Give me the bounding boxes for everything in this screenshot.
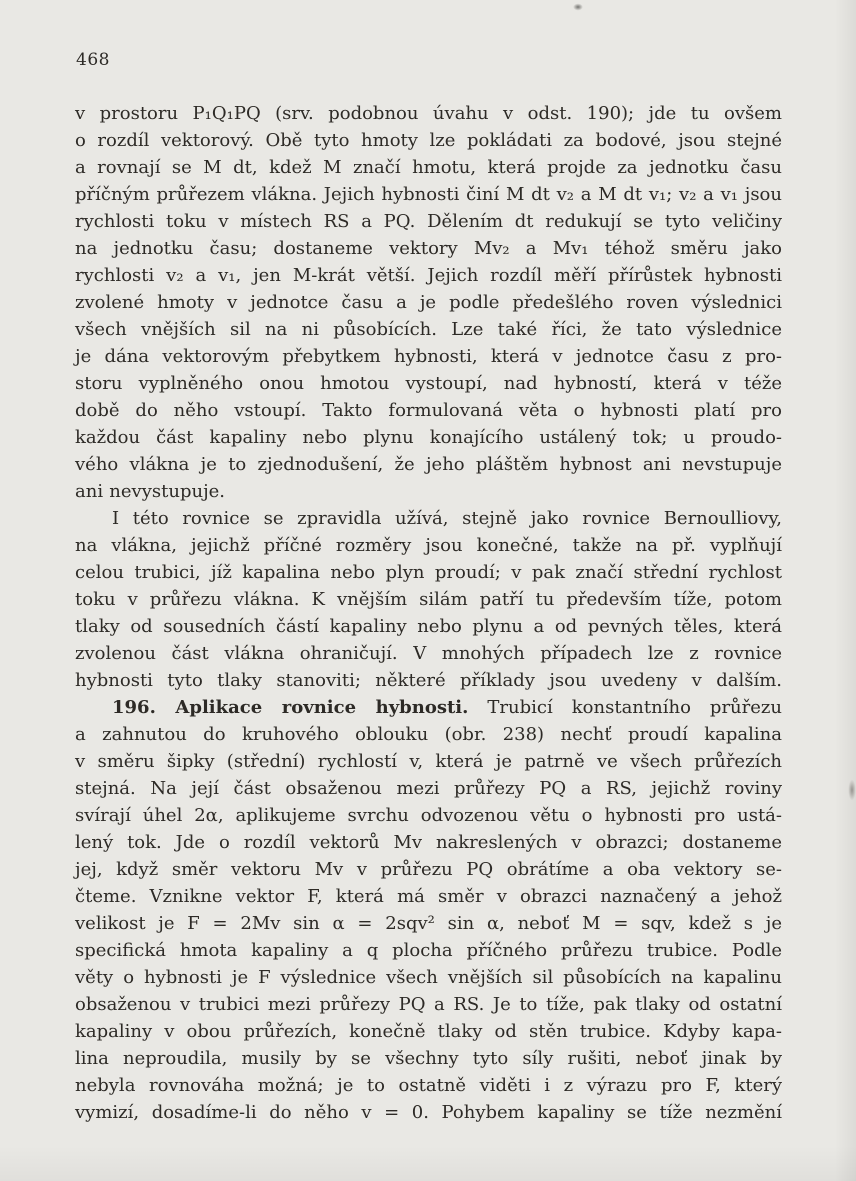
text-line: a rovnají se M dt, kdež M značí hmotu, která projde za jednotku času xyxy=(75,157,782,178)
text-line: kapaliny v obou průřezích, konečně tlaky od stěn trubice. Kdyby kapa- xyxy=(75,1021,782,1042)
text-line: v prostoru P₁Q₁PQ (srv. podobnou úvahu v odst. 190); jde tu ovšem xyxy=(75,103,782,124)
text-line: jej, když směr vektoru Mv v průřezu PQ obrátíme a oba vektory se- xyxy=(75,859,782,880)
text-line: tlaky od sousedních částí kapaliny nebo plynu a od pevných těles, která xyxy=(75,616,782,637)
text-line: příčným průřezem vlákna. Jejich hybnosti činí M dt v₂ a M dt v₁; v₂ a v₁ jsou xyxy=(75,184,782,205)
text-line: věty o hybnosti je F výslednice všech vnějších sil působících na kapalinu xyxy=(75,967,782,988)
text-line: lený tok. Jde o rozdíl vektorů Mv nakreslených v obrazci; dostaneme xyxy=(75,832,782,853)
text-line: hybnosti tyto tlaky stanoviti; některé příklady jsou uvedeny v dalším. xyxy=(75,670,782,691)
text-line: ani nevystupuje. xyxy=(75,481,226,502)
text-line: obsaženou v trubici mezi průřezy PQ a RS. Je to tíže, pak tlaky od ostatní xyxy=(75,994,782,1015)
text-line: zvolenou část vlákna ohraničují. V mnohých případech lze z rovnice xyxy=(75,643,782,664)
text-line: všech vnějších sil na ni působících. Lze také říci, že tato výslednice xyxy=(75,319,782,340)
text-line: rychlosti v₂ a v₁, jen M-krát větší. Jejich rozdíl měří přírůstek hybnosti xyxy=(75,265,782,286)
text-line: vymizí, dosadíme-li do něho v = 0. Pohybem kapaliny se tíže nezmění xyxy=(75,1102,782,1123)
text-line: 196. Aplikace rovnice hybnosti. Trubicí konstantního průřezu xyxy=(112,697,782,718)
text-line: na jednotku času; dostaneme vektory Mv₂ a Mv₁ téhož směru jako xyxy=(75,238,782,259)
text-line: toku v průřezu vlákna. K vnějším silám patří tu především tíže, potom xyxy=(75,589,782,610)
text-line: I této rovnice se zpravidla užívá, stejně jako rovnice Bernoulliovy, xyxy=(112,508,782,529)
page-number: 468 xyxy=(76,50,110,70)
text-line: je dána vektorovým přebytkem hybnosti, která v jednotce času z pro- xyxy=(75,346,782,367)
text-line: každou část kapaliny nebo plynu konajícího ustálený tok; u proudo- xyxy=(75,427,782,448)
text-line: celou trubici, jíž kapalina nebo plyn proudí; v pak značí střední rychlost xyxy=(75,562,782,583)
text-line: storu vyplněného onou hmotou vystoupí, nad hybností, která v téže xyxy=(75,373,782,394)
text-line: specifická hmota kapaliny a q plocha příčného průřezu trubice. Podle xyxy=(75,940,782,961)
text-line: v směru šipky (střední) rychlostí v, která je patrně ve všech průřezích xyxy=(75,751,782,772)
text-line: čteme. Vznikne vektor F, která má směr v obrazci naznačený a jehož xyxy=(75,886,782,907)
text-line: době do něho vstoupí. Takto formulovaná věta o hybnosti platí pro xyxy=(75,400,782,421)
text-line: nebyla rovnováha možná; je to ostatně viděti i z výrazu pro F, který xyxy=(75,1075,782,1096)
text-line: zvolené hmoty v jednotce času a je podle předešlého roven výslednici xyxy=(75,292,782,313)
section-heading: 196. Aplikace rovnice hybnosti. xyxy=(112,697,469,718)
text-line: o rozdíl vektorový. Obě tyto hmoty lze pokládati za bodové, jsou stejné xyxy=(75,130,782,151)
text-line: vého vlákna je to zjednodušení, že jeho pláštěm hybnost ani nevstupuje xyxy=(75,454,782,475)
text-line: na vlákna, jejichž příčné rozměry jsou konečné, takže na př. vyplňují xyxy=(75,535,782,556)
text-line: stejná. Na její část obsaženou mezi průřezy PQ a RS, jejichž roviny xyxy=(75,778,782,799)
text-line: a zahnutou do kruhového oblouku (obr. 238) nechť proudí kapalina xyxy=(75,724,782,745)
text-line: lina neproudila, musily by se všechny tyto síly rušiti, neboť jinak by xyxy=(75,1048,782,1069)
text-line: velikost je F = 2Mv sin α = 2sqv² sin α, neboť M = sqv, kdež s je xyxy=(75,913,782,934)
text-line: rychlosti toku v místech RS a PQ. Dělením dt redukují se tyto veličiny xyxy=(75,211,782,232)
text-line: svírají úhel 2α, aplikujeme svrchu odvozenou větu o hybnosti pro ustá- xyxy=(75,805,782,826)
text-block xyxy=(75,100,782,1126)
